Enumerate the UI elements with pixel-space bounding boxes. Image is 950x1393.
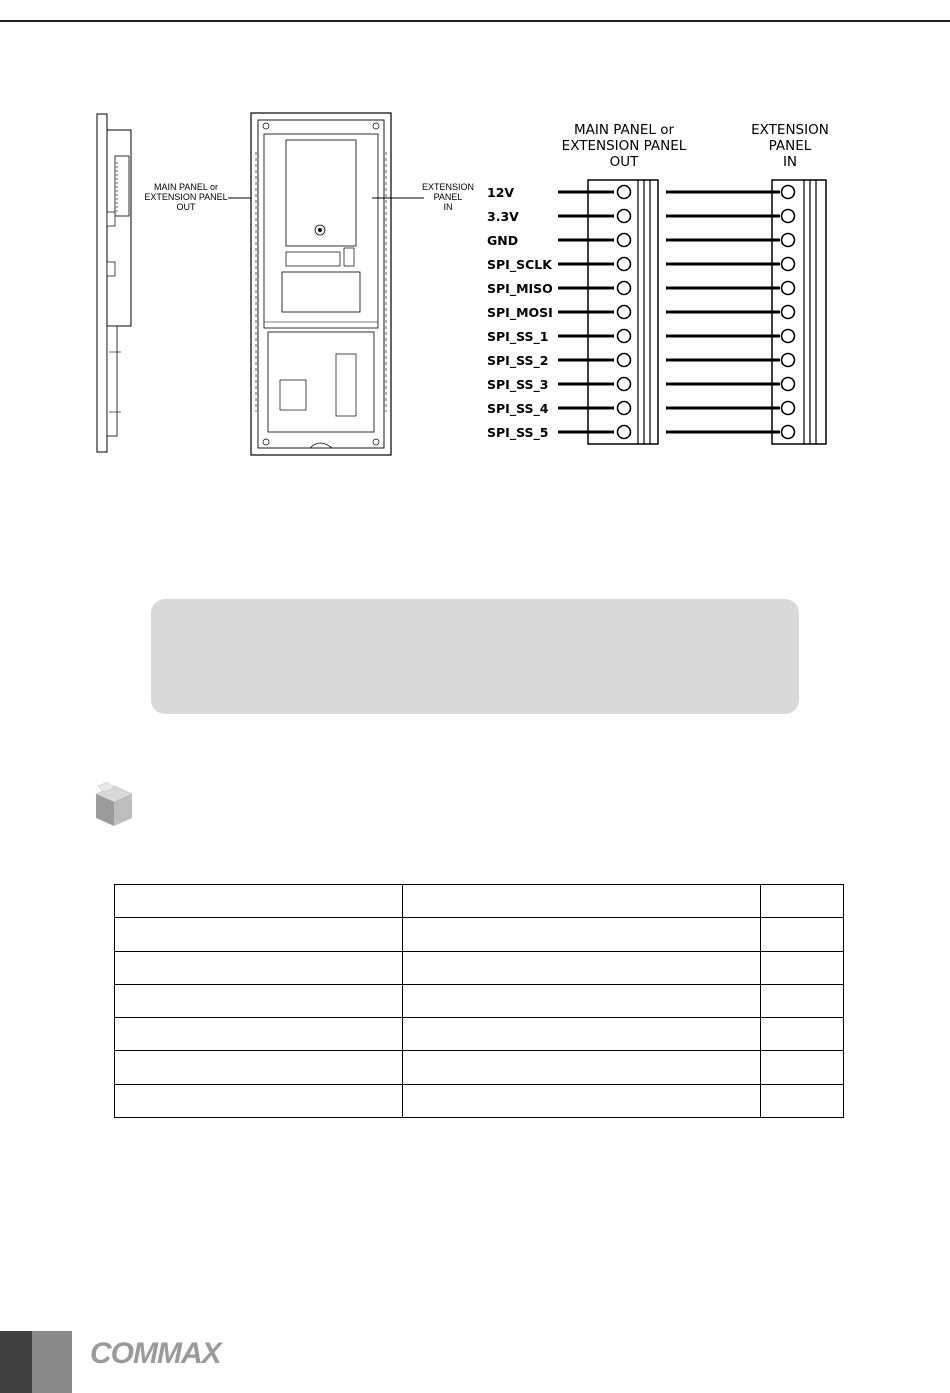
table-cell [115, 885, 403, 918]
out-terminal-screw [618, 282, 631, 295]
in-terminal-screw [782, 330, 795, 343]
spec-table [114, 884, 844, 1118]
table-cell [403, 918, 761, 951]
table-cell [761, 1018, 844, 1051]
in-terminal-screw [782, 426, 795, 439]
table-cell [403, 951, 761, 984]
note-cube-icon [90, 780, 136, 830]
table-cell [115, 1084, 403, 1117]
out-terminal-screw [618, 426, 631, 439]
note-box [151, 599, 799, 714]
callout-in-leader [372, 196, 424, 200]
table-cell [403, 1084, 761, 1117]
in-terminal-block [772, 180, 826, 444]
table-row [115, 918, 844, 951]
table-row [115, 951, 844, 984]
out-terminal-screw [618, 402, 631, 415]
table-cell [403, 1051, 761, 1084]
table-cell [115, 918, 403, 951]
signal-label: 12V [487, 185, 515, 200]
signal-label: SPI_MISO [487, 281, 553, 296]
table-cell [761, 1051, 844, 1084]
in-terminal-screw [782, 282, 795, 295]
table-cell [115, 951, 403, 984]
signal-label: GND [487, 233, 519, 248]
out-terminal-screw [618, 210, 631, 223]
signal-label: SPI_SS_3 [487, 377, 549, 392]
wiring-diagram [540, 176, 840, 448]
top-rule [0, 20, 950, 22]
out-terminal-screw [618, 378, 631, 391]
in-terminal-screw [782, 210, 795, 223]
table-cell [761, 918, 844, 951]
out-terminal-screw [618, 258, 631, 271]
table-row [115, 984, 844, 1017]
table-cell [403, 1018, 761, 1051]
in-terminal-screw [782, 186, 795, 199]
in-terminal-screw [782, 306, 795, 319]
in-terminal-screw [782, 354, 795, 367]
callout-out-label: MAIN PANEL or EXTENSION PANEL OUT [144, 182, 228, 212]
footer-dark-block [0, 1331, 32, 1393]
table-cell [115, 1051, 403, 1084]
in-terminal-screw [782, 402, 795, 415]
table-cell [761, 984, 844, 1017]
signal-label: SPI_SS_2 [487, 353, 549, 368]
signal-label: SPI_MOSI [487, 305, 553, 320]
footer-grey-block [32, 1331, 72, 1393]
out-terminal-screw [618, 306, 631, 319]
in-terminal-screw [782, 234, 795, 247]
out-terminal-screw [618, 354, 631, 367]
table-cell [403, 984, 761, 1017]
signal-label: SPI_SS_4 [487, 401, 549, 416]
table-cell [761, 885, 844, 918]
signal-label: 3.3V [487, 209, 519, 224]
table-cell [115, 984, 403, 1017]
in-terminal-screw [782, 378, 795, 391]
signal-label: SPI_SS_5 [487, 425, 549, 440]
table-cell [761, 951, 844, 984]
brand-logo: COMMAX [90, 1337, 221, 1370]
table-cell [761, 1084, 844, 1117]
out-terminal-screw [618, 234, 631, 247]
panel-side-view [95, 112, 137, 454]
table-cell [115, 1018, 403, 1051]
signal-label: SPI_SS_1 [487, 329, 549, 344]
in-terminal-screw [782, 258, 795, 271]
header-in: EXTENSION PANEL IN [751, 122, 829, 170]
table-row [115, 1051, 844, 1084]
callout-in-label: EXTENSION PANEL IN [421, 182, 474, 212]
header-out: MAIN PANEL or EXTENSION PANEL OUT [561, 122, 687, 170]
table-cell [403, 885, 761, 918]
table-row [115, 885, 844, 918]
panel-front-view [250, 112, 392, 456]
signal-label: SPI_SCLK [487, 257, 552, 272]
out-terminal-screw [618, 330, 631, 343]
table-row [115, 1084, 844, 1117]
table-row [115, 1018, 844, 1051]
out-terminal-screw [618, 186, 631, 199]
